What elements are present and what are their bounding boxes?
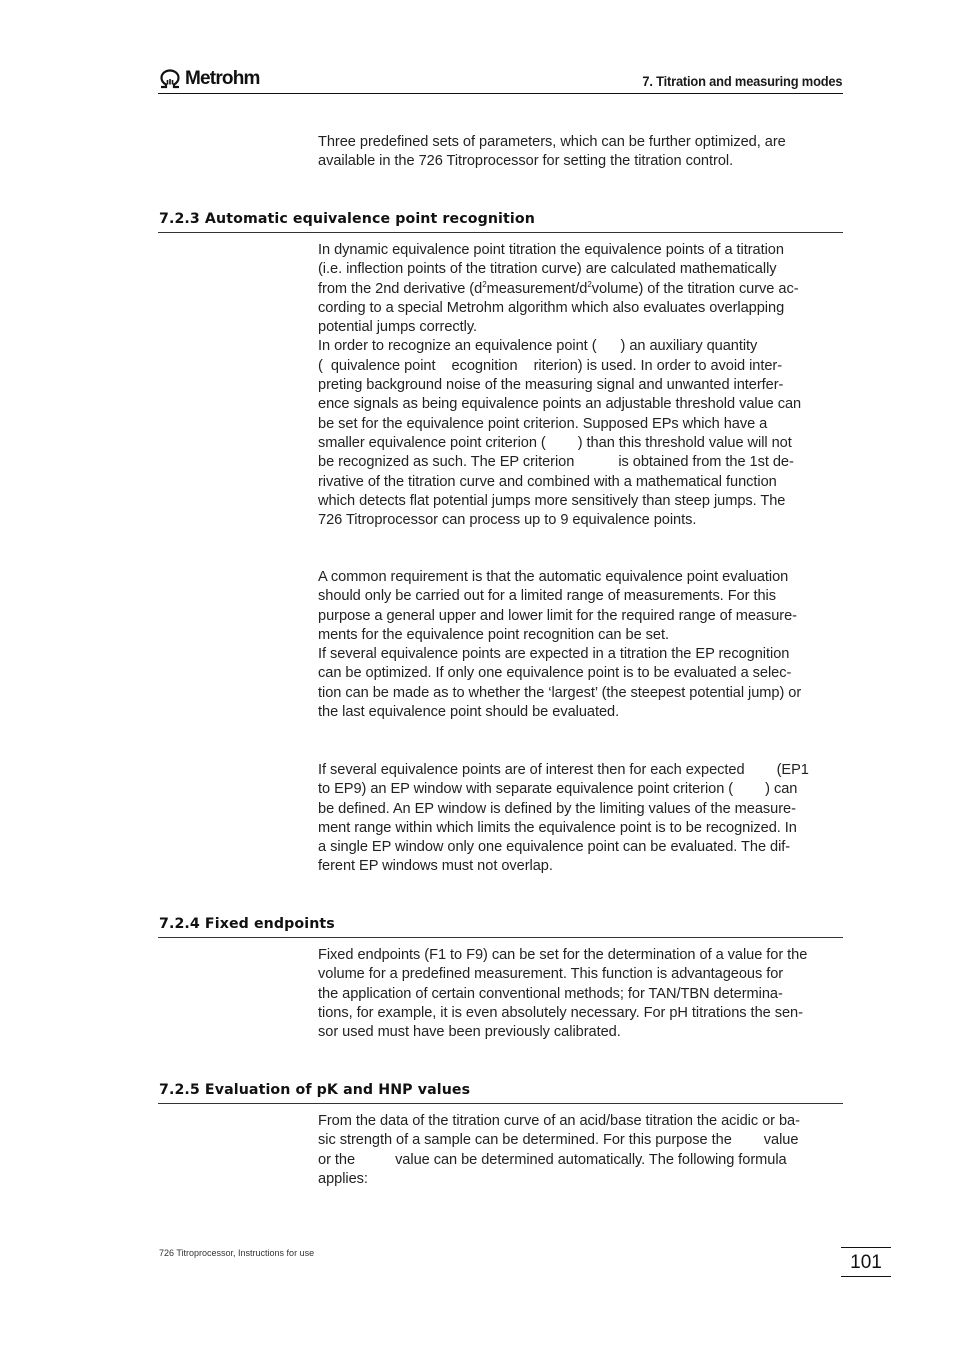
text-line: be set for the equivalence point criterion. Supposed EPs which have a <box>318 415 768 432</box>
text-line: ferent EP windows must not overlap. <box>318 858 553 875</box>
text-line: tions, for example, it is even absolutely necessary. For pH titrations the sen- <box>318 1004 803 1021</box>
superscript: 2 <box>587 279 592 289</box>
section-heading-7-2-4 <box>158 915 843 938</box>
text-line: smaller equivalence point criterion ( ) than this threshold value will not <box>318 434 792 451</box>
text-line: the last equivalence point should be evaluated. <box>318 704 620 721</box>
text-line: If several equivalence points are expected in a titration the EP recognition <box>318 646 790 663</box>
chapter-title: 7. Titration and measuring modes <box>642 73 842 89</box>
ep-window-paragraph <box>318 761 842 877</box>
text-line: ments for the equivalence point recognition can be set. <box>318 626 669 643</box>
brand-logo <box>158 66 260 92</box>
text-line: a single EP window only one equivalence point can be evaluated. The dif- <box>318 839 791 856</box>
section-title: 7.2.4 Fixed endpoints <box>159 916 335 932</box>
text-line: In order to recognize an equivalence point ( ) an auxiliary quantity <box>318 338 758 355</box>
text-line: 726 Titroprocessor can process up to 9 equivalence points. <box>318 512 697 529</box>
fixed-endpoints-paragraph <box>318 946 842 1042</box>
omega-logo-icon <box>158 69 182 89</box>
text-line: potential jumps correctly. <box>318 319 478 336</box>
text-segment: from the 2nd derivative (d <box>318 280 483 297</box>
text-line: purpose a general upper and lower limit for the required range of measure- <box>318 607 797 624</box>
text-line: cording to a special Metrohm algorithm which also evaluates overlapping <box>318 299 785 316</box>
page-number: 101 <box>841 1252 891 1277</box>
text-line: Three predefined sets of parameters, which can be further optimized, are <box>318 134 786 150</box>
text-line: sor used must have been previously calibrated. <box>318 1024 621 1041</box>
text-line: can be optimized. If only one equivalence point is to be evaluated a selec- <box>318 665 792 682</box>
text-segment: measurement/d <box>486 280 588 297</box>
text-line: Fixed endpoints (F1 to F9) can be set for the determination of a value for the <box>318 947 808 963</box>
page-number-rule <box>841 1247 891 1248</box>
text-line: ( quivalence point ecognition riterion) is used. In order to avoid inter- <box>318 357 783 374</box>
text-line: A common requirement is that the automatic equivalence point evaluation <box>318 569 789 585</box>
text-line: If several equivalence points are of interest then for each expected (EP1 <box>318 762 809 778</box>
text-line: (i.e. inflection points of the titration curve) are calculated mathematically <box>318 261 777 278</box>
text-line: rivative of the titration curve and combined with a mathematical function <box>318 473 777 490</box>
section-title: 7.2.5 Evaluation of pK and HNP values <box>159 1082 471 1098</box>
text-line: available in the 726 Titroprocessor for setting the titration control. <box>318 153 734 170</box>
text-line: tion can be made as to whether the ‘largest’ (the steepest potential jump) or <box>318 684 802 701</box>
text-line: should only be carried out for a limited range of measurements. For this <box>318 588 776 605</box>
text-line: preting background noise of the measuring signal and unwanted interfer- <box>318 377 784 394</box>
text-line: ment range within which limits the equivalence point is to be recognized. In <box>318 819 797 836</box>
text-line: or the value can be determined automatically. The following formula <box>318 1151 787 1168</box>
superscript: 2 <box>482 279 487 289</box>
text-line: In dynamic equivalence point titration the equivalence points of a titration <box>318 242 784 258</box>
equivalence-point-paragraph <box>318 241 842 530</box>
section-title: 7.2.3 Automatic equivalence point recognition <box>159 211 535 227</box>
text-line: be defined. An EP window is defined by the limiting values of the measure- <box>318 800 796 817</box>
text-line: be recognized as such. The EP criterion is obtained from the 1st de- <box>318 454 794 471</box>
text-line: ence signals as being equivalence points an adjustable threshold value can <box>318 396 802 413</box>
intro-paragraph <box>318 133 842 172</box>
measurement-range-paragraph <box>318 568 842 722</box>
text-segment: volume) of the titration curve ac- <box>591 280 799 297</box>
header-divider <box>158 93 843 94</box>
footer-manual-title: 726 Titroprocessor, Instructions for use <box>159 1248 315 1258</box>
text-line: to EP9) an EP window with separate equivalence point criterion ( ) can <box>318 781 798 798</box>
text-line: From the data of the titration curve of an acid/base titration the acidic or ba- <box>318 1113 800 1129</box>
text-line <box>318 280 842 299</box>
text-line: applies: <box>318 1170 368 1187</box>
section-heading-7-2-5 <box>158 1081 843 1104</box>
pk-hnp-paragraph <box>318 1112 842 1189</box>
text-line: which detects flat potential jumps more sensitively than steep jumps. The <box>318 492 786 509</box>
brand-name: Metrohm <box>185 68 260 89</box>
text-line: volume for a predefined measurement. This function is advantageous for <box>318 966 784 983</box>
text-line: sic strength of a sample can be determined. For this purpose the value <box>318 1132 799 1149</box>
text-line: the application of certain conventional methods; for TAN/TBN determina- <box>318 985 783 1002</box>
section-heading-7-2-3 <box>158 210 843 233</box>
